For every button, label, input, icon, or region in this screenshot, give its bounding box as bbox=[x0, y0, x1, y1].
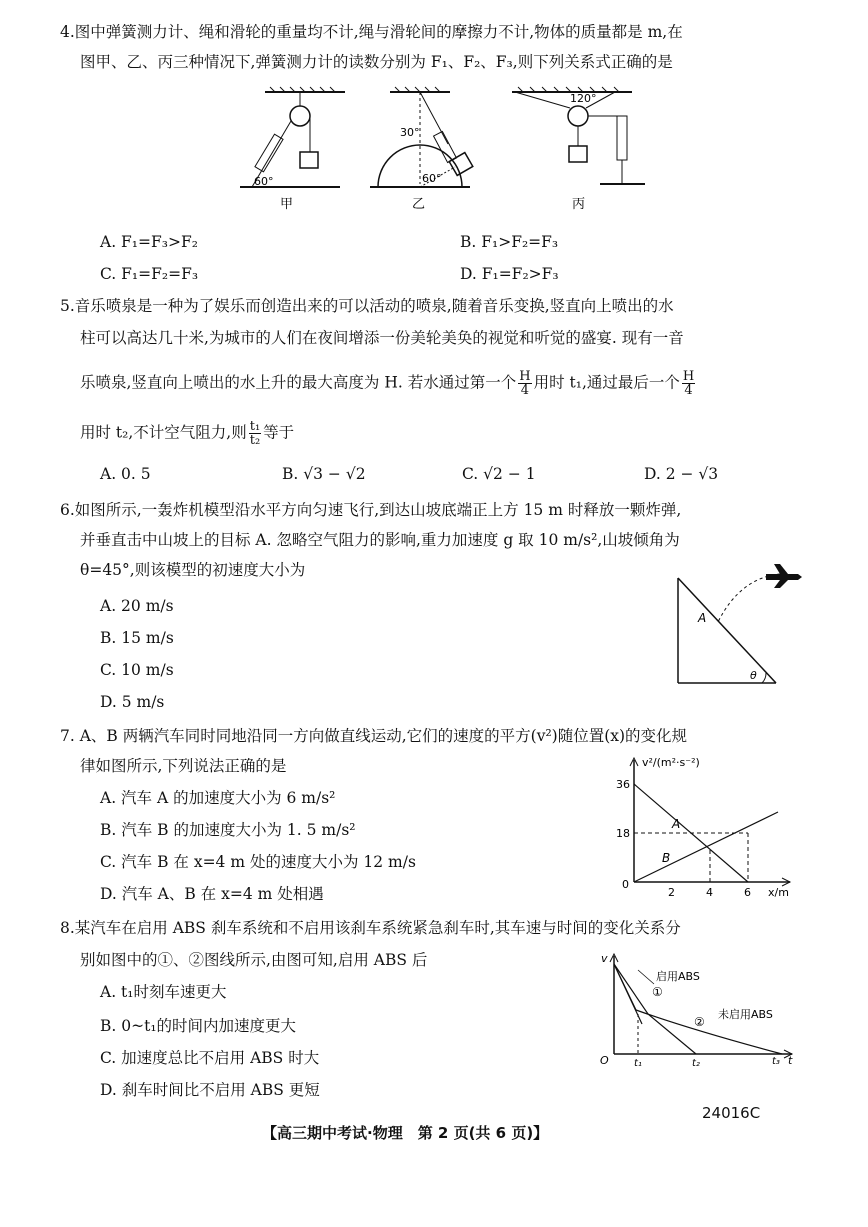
figure-yi bbox=[370, 87, 473, 212]
figure-bing bbox=[512, 87, 645, 212]
q5-option-b[interactable]: B. √3 − √2 bbox=[282, 465, 366, 483]
q8-option-a[interactable]: A. t₁时刻车速更大 bbox=[100, 983, 227, 1001]
angle-label: θ bbox=[750, 669, 757, 682]
q5-stem-line2: 柱可以高达几十米,为城市的人们在夜间增添一份美轮美奂的视觉和听觉的盛宴. 现有一音 bbox=[80, 329, 684, 347]
figure-caption-bing: 丙 bbox=[572, 197, 586, 212]
airplane-icon bbox=[766, 564, 802, 588]
q8-option-d[interactable]: D. 刹车时间比不启用 ABS 更短 bbox=[100, 1081, 320, 1099]
q7-option-b[interactable]: B. 汽车 B 的加速度大小为 1. 5 m/s² bbox=[100, 821, 356, 839]
angle-label: 30° bbox=[400, 126, 420, 139]
q4-option-d[interactable]: D. F₁=F₂>F₃ bbox=[460, 265, 559, 283]
q4-stem-line2: 图甲、乙、丙三种情况下,弹簧测力计的读数分别为 F₁、F₂、F₃,则下列关系式正确的是 bbox=[80, 53, 673, 71]
x-axis-label: x/m bbox=[768, 886, 789, 898]
q4-stem-line1: 4.图中弹簧测力计、绳和滑轮的重量均不计,绳与滑轮间的摩擦力不计,物体的质量都是 m,在 bbox=[60, 23, 683, 41]
x-axis-label: t bbox=[788, 1054, 793, 1067]
curve-number-1: ① bbox=[652, 985, 663, 999]
y-axis-label: v²/(m²·s⁻²) bbox=[642, 756, 700, 769]
q7-option-d[interactable]: D. 汽车 A、B 在 x=4 m 处相遇 bbox=[100, 885, 324, 903]
q8-stem-line2: 别如图中的①、②图线所示,由图可知,启用 ABS 后 bbox=[80, 951, 428, 969]
q8-stem-line1: 8.某汽车在启用 ABS 刹车系统和不启用该刹车系统紧急刹车时,其车速与时间的变化关系分 bbox=[60, 919, 681, 937]
q7-option-a[interactable]: A. 汽车 A 的加速度大小为 6 m/s² bbox=[100, 789, 336, 807]
q8-graph bbox=[592, 950, 802, 1070]
t1-label: t₁ bbox=[634, 1058, 642, 1069]
figure-caption-jia: 甲 bbox=[280, 197, 294, 212]
curve-label-abs-on: 启用ABS bbox=[656, 970, 700, 983]
q8-option-c[interactable]: C. 加速度总比不启用 ABS 时大 bbox=[100, 1049, 320, 1067]
x-tick-label: 4 bbox=[706, 886, 713, 898]
q5-line4-part1: 用时 t₂,不计空气阻力,则 bbox=[80, 423, 247, 442]
q5-stem-line1: 5.音乐喷泉是一种为了娱乐而创造出来的可以活动的喷泉,随着音乐变换,竖直向上喷出的水 bbox=[60, 297, 674, 315]
q4-option-b[interactable]: B. F₁>F₂=F₃ bbox=[460, 233, 559, 251]
q4-figure bbox=[240, 84, 660, 214]
q6-stem-line3: θ=45°,则该模型的初速度大小为 bbox=[80, 561, 306, 579]
q6-figure bbox=[670, 560, 805, 690]
q5-option-a[interactable]: A. 0. 5 bbox=[100, 465, 151, 483]
y-tick-label: 36 bbox=[616, 778, 630, 791]
q5-stem-line3 bbox=[80, 370, 697, 397]
q8-option-b[interactable]: B. 0~t₁的时间内加速度更大 bbox=[100, 1017, 297, 1035]
page-footer: 【高三期中考试·物理 第 2 页(共 6 页)】 bbox=[262, 1124, 549, 1142]
x-tick-label: 2 bbox=[668, 886, 675, 898]
q4-option-a[interactable]: A. F₁=F₃>F₂ bbox=[100, 233, 198, 251]
target-label: A bbox=[698, 611, 707, 625]
q6-option-a[interactable]: A. 20 m/s bbox=[100, 597, 174, 615]
figure-caption-yi: 乙 bbox=[412, 197, 426, 212]
t2-label: t₂ bbox=[692, 1058, 700, 1069]
fraction-h-over-4: $\frac{H}{4}$ bbox=[519, 369, 531, 398]
y-axis-label: v bbox=[601, 952, 608, 965]
q6-option-b[interactable]: B. 15 m/s bbox=[100, 629, 174, 647]
t3-label: t₃ bbox=[772, 1056, 780, 1067]
q6-option-c[interactable]: C. 10 m/s bbox=[100, 661, 174, 679]
q6-option-d[interactable]: D. 5 m/s bbox=[100, 693, 165, 711]
origin-label: 0 bbox=[622, 878, 629, 891]
curve-label-abs-off: 未启用ABS bbox=[718, 1008, 773, 1021]
x-tick-label: 6 bbox=[744, 886, 751, 898]
origin-label: O bbox=[600, 1054, 609, 1067]
series-label-a: A bbox=[672, 817, 681, 831]
paper-code: 24016C bbox=[702, 1104, 761, 1122]
q5-line3-part1: 乐喷泉,竖直向上喷出的水上升的最大高度为 H. 若水通过第一个 bbox=[80, 373, 517, 392]
q7-graph bbox=[612, 750, 802, 898]
q5-line3-part2: 用时 t₁,通过最后一个 bbox=[533, 373, 680, 392]
series-label-b: B bbox=[662, 851, 671, 865]
q7-stem-line1: 7. A、B 两辆汽车同时同地沿同一方向做直线运动,它们的速度的平方(v²)随位置(x)的变化规 bbox=[60, 727, 688, 745]
q6-stem-line1: 6.如图所示,一轰炸机模型沿水平方向匀速飞行,到达山坡底端正上方 15 m 时释放一颗炸弹, bbox=[60, 501, 682, 519]
q5-option-d[interactable]: D. 2 − √3 bbox=[644, 465, 719, 483]
q4-option-c[interactable]: C. F₁=F₂=F₃ bbox=[100, 265, 199, 283]
q5-option-c[interactable]: C. √2 − 1 bbox=[462, 465, 536, 483]
figure-jia bbox=[240, 87, 345, 212]
y-tick-label: 18 bbox=[616, 827, 630, 840]
q7-option-c[interactable]: C. 汽车 B 在 x=4 m 处的速度大小为 12 m/s bbox=[100, 853, 416, 871]
q7-stem-line2: 律如图所示,下列说法正确的是 bbox=[80, 757, 287, 775]
curve-number-2: ② bbox=[694, 1015, 705, 1029]
q6-stem-line2: 并垂直击中山坡上的目标 A. 忽略空气阻力的影响,重力加速度 g 取 10 m/s²,山坡倾角为 bbox=[80, 531, 680, 549]
fraction-t1-over-t2: $\frac{\text{t₁}}{\text{t₂}}$ bbox=[249, 419, 261, 448]
angle-label: 60° bbox=[422, 172, 442, 185]
q5-line4-part2: 等于 bbox=[263, 423, 295, 442]
fraction-h-over-4: $\frac{H}{4}$ bbox=[682, 369, 695, 398]
angle-label: 60° bbox=[254, 175, 274, 188]
q5-stem-line4 bbox=[80, 420, 294, 447]
angle-label: 120° bbox=[570, 92, 597, 105]
